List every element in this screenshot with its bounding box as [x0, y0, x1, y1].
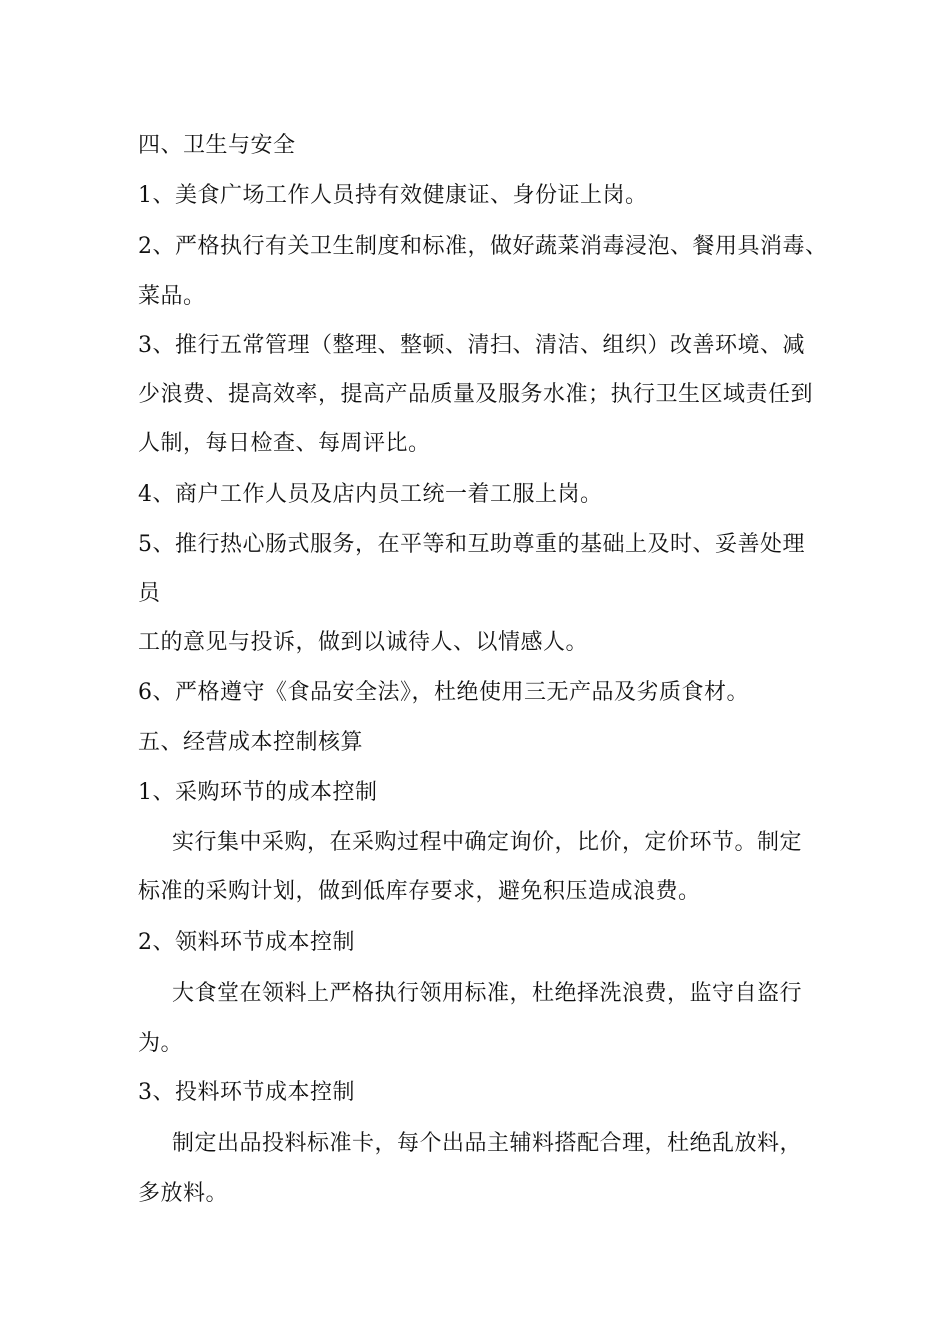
paragraph-line: 5、推行热心肠式服务，在平等和互助尊重的基础上及时、妥善处理 [138, 532, 805, 557]
paragraph-line: 为。 [138, 1031, 184, 1056]
paragraph-line: 员 [138, 581, 161, 606]
paragraph-line: 菜品。 [138, 284, 206, 309]
subsection-heading: 1、采购环节的成本控制 [138, 780, 378, 805]
paragraph-line: 4、商户工作人员及店内员工统一着工服上岗。 [138, 482, 603, 507]
section-heading: 五、经营成本控制核算 [138, 730, 364, 755]
subsection-heading: 2、领料环节成本控制 [138, 930, 355, 955]
section-heading: 四、卫生与安全 [138, 133, 296, 158]
paragraph-line: 多放料。 [138, 1181, 229, 1206]
paragraph-line: 实行集中采购，在采购过程中确定询价，比价，定价环节。制定 [172, 830, 803, 855]
paragraph-line: 3、推行五常管理（整理、整顿、清扫、清洁、组织）改善环境、减 [138, 333, 805, 358]
paragraph-line: 工的意见与投诉，做到以诚待人、以情感人。 [138, 630, 589, 655]
paragraph-line: 人制，每日检查、每周评比。 [138, 431, 431, 456]
paragraph-line: 标准的采购计划，做到低库存要求，避免积压造成浪费。 [138, 879, 701, 904]
paragraph-line: 1、美食广场工作人员持有效健康证、身份证上岗。 [138, 183, 648, 208]
paragraph-line: 6、严格遵守《食品安全法》，杜绝使用三无产品及劣质食材。 [138, 680, 749, 705]
paragraph-line: 制定出品投料标准卡，每个出品主辅料搭配合理，杜绝乱放料， [172, 1131, 803, 1156]
paragraph-line: 2、严格执行有关卫生制度和标准，做好蔬菜消毒浸泡、餐用具消毒、 [138, 234, 828, 259]
paragraph-line: 少浪费、提高效率，提高产品质量及服务水准；执行卫生区域责任到 [138, 382, 814, 407]
paragraph-line: 大食堂在领料上严格执行领用标准，杜绝择洗浪费，监守自盗行 [172, 981, 803, 1006]
subsection-heading: 3、投料环节成本控制 [138, 1080, 355, 1105]
